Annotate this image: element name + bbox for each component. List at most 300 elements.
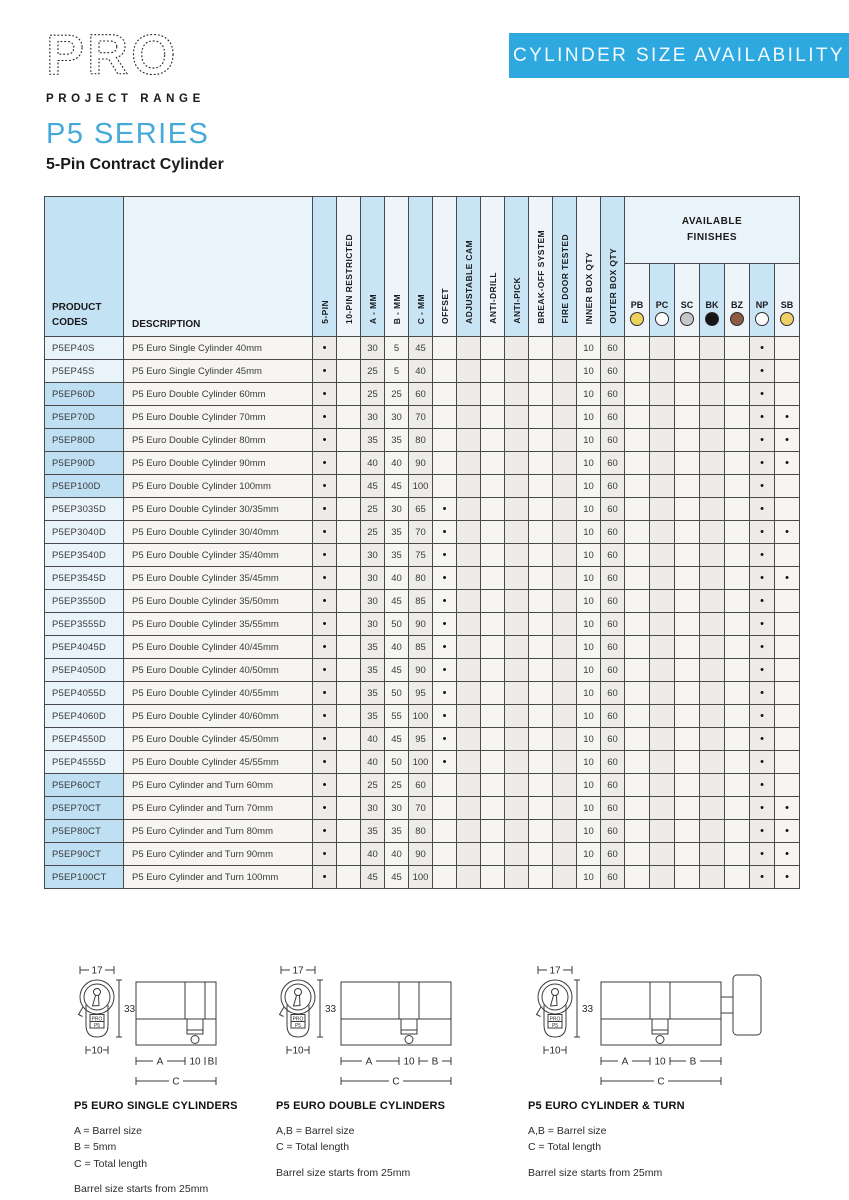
cell-finish-bz [725,774,750,797]
cell-10-pin-restricted [337,866,361,889]
cell-finish-sc [675,544,700,567]
col-header-b-mm [385,197,409,337]
cell-finish-sc [675,636,700,659]
cell-finish-pb [625,659,650,682]
cell-fire-door-tested [553,567,577,590]
cell-finish-pb [625,613,650,636]
cylinder-side-drawing [341,982,451,1088]
col-header-outer-box-qty [601,197,625,337]
cell-offset: • [433,751,457,774]
legend-line: C = Total length [528,1141,602,1154]
cell-a-mm: 25 [361,360,385,383]
thumbturn-spindle [721,997,733,1013]
cell-finish-bz [725,360,750,383]
col-header-product-codes [45,197,124,337]
cell-finish-pb [625,682,650,705]
cell-finish-pb [625,728,650,751]
cell-offset [433,429,457,452]
cell-break-off-system [529,774,553,797]
cell-finish-pc [650,866,675,889]
cell-finish-bk [700,866,725,889]
cell-finish-pc [650,521,675,544]
double-cylinder-drawing [276,955,506,1093]
cell-adjustable-cam [457,636,481,659]
cell-anti-pick [505,429,529,452]
cell-b-mm: 50 [385,613,409,636]
table-row [45,705,800,728]
cell-product-code: P5EP4050D [45,659,124,682]
cell-10-pin-restricted [337,475,361,498]
cell-fire-door-tested [553,866,577,889]
cell-break-off-system [529,475,553,498]
cell-anti-drill [481,590,505,613]
cell-finish-bk [700,429,725,452]
cell-product-code: P5EP100D [45,475,124,498]
cell-break-off-system [529,383,553,406]
cell-finish-bk [700,383,725,406]
cell-finish-sb [775,728,800,751]
cell-product-code: P5EP3540D [45,544,124,567]
diagram-single-cylinder [74,955,304,1195]
cell-c-mm: 70 [409,406,433,429]
cell-finish-np: • [750,521,775,544]
cell-anti-drill [481,429,505,452]
cell-inner-box-qty: 10 [577,337,601,360]
cell-finish-np: • [750,429,775,452]
dim-a: A [156,1056,164,1068]
cell-fire-door-tested [553,682,577,705]
col-header-description [124,197,313,337]
cell-c-mm: 90 [409,452,433,475]
col-label-fire-door-tested: FIRE DOOR TESTED [559,234,570,324]
diagram-title: P5 EURO DOUBLE CYLINDERS [276,1100,446,1112]
cell-finish-bz [725,751,750,774]
cell-a-mm: 30 [361,590,385,613]
cell-finish-sc [675,774,700,797]
cell-break-off-system [529,682,553,705]
finish-swatch-bz-icon [730,312,744,326]
cell-anti-pick [505,406,529,429]
page-title: P5 SERIES [46,118,210,150]
cell-b-mm: 25 [385,383,409,406]
cell-inner-box-qty: 10 [577,797,601,820]
cell-offset: • [433,498,457,521]
cell-finish-bk [700,590,725,613]
cell-offset: • [433,728,457,751]
table-row [45,544,800,567]
single-cylinder-drawing [74,955,302,1093]
cell-product-code: P5EP3040D [45,521,124,544]
cell-outer-box-qty: 60 [601,797,625,820]
cell-break-off-system [529,406,553,429]
col-label-anti-pick: ANTI-PICK [511,277,522,324]
dim-cam: 10 [654,1056,666,1068]
cell-anti-pick [505,797,529,820]
cell-finish-sb: • [775,521,800,544]
cell-finish-np: • [750,682,775,705]
cell-finish-np: • [750,751,775,774]
cell-5-pin: • [313,383,337,406]
legend-line: A = Barrel size [74,1125,142,1137]
cell-fire-door-tested [553,452,577,475]
cell-finish-sc [675,797,700,820]
cell-5-pin: • [313,613,337,636]
cylinder-side-drawing [136,982,216,1088]
cell-c-mm: 60 [409,383,433,406]
cell-finish-bz [725,682,750,705]
cell-finish-bz [725,406,750,429]
cell-finish-bz [725,636,750,659]
cell-anti-drill [481,475,505,498]
cell-anti-pick [505,521,529,544]
table-row [45,797,800,820]
cell-c-mm: 100 [409,866,433,889]
dim-face-bottom: 10 [292,1045,304,1057]
cell-finish-np: • [750,774,775,797]
cell-finish-pb [625,429,650,452]
cell-a-mm: 30 [361,567,385,590]
cell-inner-box-qty: 10 [577,659,601,682]
cell-anti-pick [505,383,529,406]
cell-a-mm: 35 [361,659,385,682]
cell-fire-door-tested [553,797,577,820]
cell-description: P5 Euro Double Cylinder 35/40mm [124,544,313,567]
cell-anti-drill [481,337,505,360]
cell-a-mm: 25 [361,498,385,521]
badge-pro: PRO [549,1016,561,1023]
cell-offset: • [433,705,457,728]
cell-fire-door-tested [553,475,577,498]
header-row-1 [45,197,800,264]
cell-b-mm: 40 [385,452,409,475]
cell-a-mm: 40 [361,728,385,751]
cell-10-pin-restricted [337,544,361,567]
cell-offset [433,337,457,360]
cell-break-off-system [529,705,553,728]
cell-adjustable-cam [457,544,481,567]
cell-offset: • [433,682,457,705]
cell-finish-sb [775,544,800,567]
cell-finish-pb [625,452,650,475]
cell-anti-drill [481,383,505,406]
col-label-outer-box-qty: OUTER BOX QTY [607,248,618,324]
finish-swatch-np-icon [755,312,769,326]
table-row [45,429,800,452]
cell-finish-bz [725,544,750,567]
cell-finish-sc [675,337,700,360]
cell-break-off-system [529,797,553,820]
cell-adjustable-cam [457,521,481,544]
cell-finish-sb: • [775,429,800,452]
cell-finish-bz [725,797,750,820]
cell-adjustable-cam [457,866,481,889]
cell-10-pin-restricted [337,337,361,360]
cell-5-pin: • [313,636,337,659]
cell-5-pin: • [313,797,337,820]
table-row [45,337,800,360]
col-header-anti-drill [481,197,505,337]
cell-finish-sb: • [775,866,800,889]
table-row [45,820,800,843]
cell-finish-bk [700,452,725,475]
cell-outer-box-qty: 60 [601,383,625,406]
cell-product-code: P5EP80CT [45,820,124,843]
cell-inner-box-qty: 10 [577,475,601,498]
cell-outer-box-qty: 60 [601,613,625,636]
cell-5-pin: • [313,475,337,498]
cell-outer-box-qty: 60 [601,705,625,728]
cell-anti-drill [481,360,505,383]
cell-fire-door-tested [553,636,577,659]
cell-a-mm: 45 [361,866,385,889]
col-label-anti-drill: ANTI-DRILL [487,272,498,324]
finish-code-pb: PB [630,300,644,310]
cell-b-mm: 45 [385,728,409,751]
dim-face-width: 17 [91,965,103,977]
cell-finish-np: • [750,590,775,613]
cell-outer-box-qty: 60 [601,337,625,360]
cell-finish-sc [675,406,700,429]
logo-subtitle: PROJECT RANGE [46,93,205,105]
table-row [45,866,800,889]
cell-outer-box-qty: 60 [601,498,625,521]
col-label-10-pin-restricted: 10-PIN RESTRICTED [343,234,354,324]
cell-finish-pc [650,567,675,590]
finish-swatch-sb-icon [780,312,794,326]
cell-b-mm: 45 [385,590,409,613]
cell-inner-box-qty: 10 [577,567,601,590]
badge-p5: P5 [294,1023,302,1029]
dim-cam: 10 [189,1056,201,1068]
cell-outer-box-qty: 60 [601,728,625,751]
cell-finish-pc [650,751,675,774]
cell-anti-drill [481,406,505,429]
cell-c-mm: 80 [409,820,433,843]
cell-finish-pc [650,682,675,705]
cell-finish-pb [625,797,650,820]
col-header-c-mm [409,197,433,337]
cell-finish-bk [700,705,725,728]
cell-adjustable-cam [457,728,481,751]
cell-fire-door-tested [553,498,577,521]
cell-finish-bz [725,567,750,590]
cell-anti-drill [481,774,505,797]
finish-swatch-pb-icon [630,312,644,326]
cell-inner-box-qty: 10 [577,613,601,636]
cell-inner-box-qty: 10 [577,774,601,797]
cell-finish-sc [675,521,700,544]
cell-b-mm: 30 [385,797,409,820]
cell-anti-drill [481,567,505,590]
badge-pro: PRO [91,1016,103,1023]
finish-code-bz: BZ [731,300,743,310]
cell-c-mm: 40 [409,360,433,383]
cell-product-code: P5EP3550D [45,590,124,613]
cell-5-pin: • [313,659,337,682]
cell-finish-sb: • [775,406,800,429]
cell-break-off-system [529,613,553,636]
cell-outer-box-qty: 60 [601,751,625,774]
cell-b-mm: 45 [385,475,409,498]
dim-b: B [431,1056,439,1068]
cell-fire-door-tested [553,590,577,613]
cell-outer-box-qty: 60 [601,820,625,843]
cell-product-code: P5EP3555D [45,613,124,636]
cell-finish-pc [650,774,675,797]
cell-outer-box-qty: 60 [601,774,625,797]
cell-description: P5 Euro Double Cylinder 90mm [124,452,313,475]
cell-description: P5 Euro Double Cylinder 80mm [124,429,313,452]
cell-fire-door-tested [553,613,577,636]
cell-product-code: P5EP70D [45,406,124,429]
cell-anti-drill [481,751,505,774]
table-row [45,498,800,521]
cell-a-mm: 30 [361,797,385,820]
col-header-5-pin [313,197,337,337]
cell-product-code: P5EP3035D [45,498,124,521]
dim-a: A [365,1056,373,1068]
badge-p5: P5 [551,1023,559,1029]
cell-fire-door-tested [553,383,577,406]
badge-p5: P5 [93,1023,101,1029]
dim-c: C [172,1076,180,1088]
cell-finish-bk [700,544,725,567]
cell-offset [433,406,457,429]
col-label-adjustable-cam: ADJUSTABLE CAM [463,240,474,324]
cell-adjustable-cam [457,820,481,843]
col-label-c-mm: C - MM [415,293,426,324]
cell-5-pin: • [313,705,337,728]
cell-5-pin: • [313,406,337,429]
cell-anti-pick [505,682,529,705]
dim-c: C [657,1076,665,1088]
col-header-anti-pick [505,197,529,337]
cell-finish-np: • [750,636,775,659]
cell-10-pin-restricted [337,820,361,843]
cell-b-mm: 35 [385,429,409,452]
legend-line: A,B = Barrel size [528,1125,607,1137]
cell-anti-pick [505,337,529,360]
cell-outer-box-qty: 60 [601,429,625,452]
page-subtitle: 5-Pin Contract Cylinder [46,156,224,173]
cell-finish-np: • [750,659,775,682]
cell-outer-box-qty: 60 [601,452,625,475]
cell-finish-np: • [750,360,775,383]
cell-product-code: P5EP80D [45,429,124,452]
cell-a-mm: 35 [361,682,385,705]
cell-finish-pc [650,360,675,383]
cell-finish-pb [625,820,650,843]
cell-anti-pick [505,475,529,498]
cell-finish-pb [625,567,650,590]
cell-adjustable-cam [457,498,481,521]
cell-offset: • [433,544,457,567]
cell-finish-np: • [750,797,775,820]
cell-c-mm: 95 [409,728,433,751]
cell-finish-sc [675,360,700,383]
cell-finish-pc [650,452,675,475]
cell-c-mm: 85 [409,636,433,659]
cell-anti-drill [481,521,505,544]
cell-c-mm: 100 [409,475,433,498]
cell-c-mm: 70 [409,521,433,544]
cell-offset [433,452,457,475]
pro-logo-mark [46,26,196,86]
cell-10-pin-restricted [337,843,361,866]
col-label-offset: OFFSET [439,288,450,324]
cell-finish-sb [775,751,800,774]
cell-anti-pick [505,774,529,797]
cell-finish-pc [650,544,675,567]
cell-product-code: P5EP90CT [45,843,124,866]
cell-adjustable-cam [457,475,481,498]
cell-finish-sb [775,682,800,705]
cell-10-pin-restricted [337,590,361,613]
cell-product-code: P5EP60CT [45,774,124,797]
pro-logo-text: PRO [46,26,179,86]
cell-product-code: P5EP4055D [45,682,124,705]
cell-10-pin-restricted [337,682,361,705]
diagram-cylinder-turn [528,955,778,1179]
cell-finish-np: • [750,820,775,843]
cell-offset [433,383,457,406]
table-row [45,521,800,544]
cell-finish-bz [725,590,750,613]
cell-finish-bk [700,797,725,820]
cell-5-pin: • [313,337,337,360]
cell-product-code: P5EP3545D [45,567,124,590]
cell-finish-sc [675,728,700,751]
cell-a-mm: 40 [361,843,385,866]
col-header-fire-door-tested [553,197,577,337]
cell-outer-box-qty: 60 [601,475,625,498]
cell-10-pin-restricted [337,429,361,452]
cell-finish-bk [700,613,725,636]
cell-outer-box-qty: 60 [601,866,625,889]
cell-break-off-system [529,429,553,452]
cell-offset [433,820,457,843]
cell-fire-door-tested [553,751,577,774]
cell-finish-sc [675,567,700,590]
keyhole-icon [552,989,559,996]
cell-finish-pb [625,475,650,498]
cell-10-pin-restricted [337,636,361,659]
cell-product-code: P5EP90D [45,452,124,475]
cell-a-mm: 35 [361,429,385,452]
cell-c-mm: 60 [409,774,433,797]
finish-code-np: NP [755,300,769,310]
cell-anti-drill [481,659,505,682]
cell-finish-np: • [750,705,775,728]
cell-10-pin-restricted [337,728,361,751]
cell-finish-pc [650,728,675,751]
cell-break-off-system [529,866,553,889]
finish-code-sb: SB [780,300,794,310]
legend-line: C = Total length [74,1157,148,1170]
cell-offset [433,797,457,820]
cell-c-mm: 70 [409,797,433,820]
cell-anti-pick [505,728,529,751]
cell-finish-sb [775,659,800,682]
cell-5-pin: • [313,728,337,751]
cell-outer-box-qty: 60 [601,682,625,705]
table-row [45,728,800,751]
cell-finish-bk [700,820,725,843]
cell-offset [433,774,457,797]
cell-adjustable-cam [457,360,481,383]
col-header-10-pin-restricted [337,197,361,337]
cell-offset: • [433,659,457,682]
